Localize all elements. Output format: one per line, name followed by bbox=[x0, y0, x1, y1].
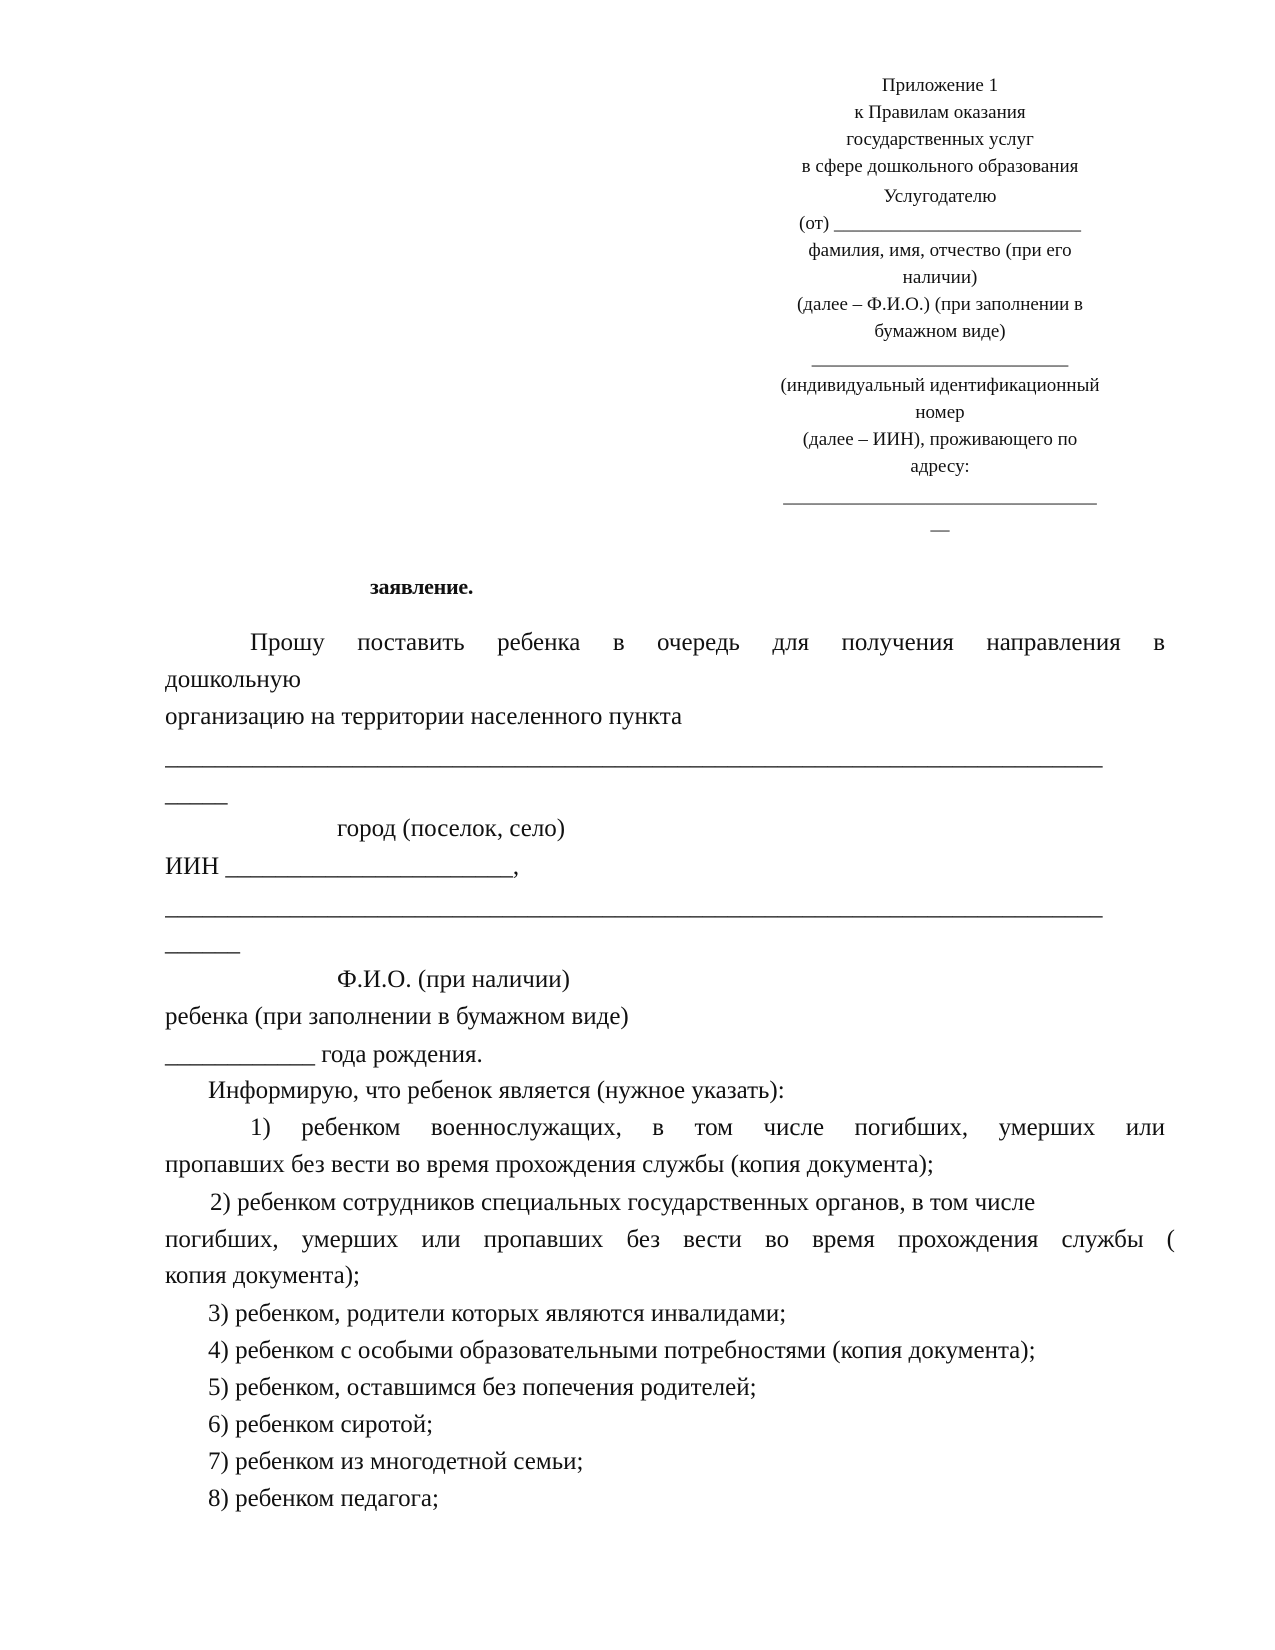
list-item-6: 6) ребенком сиротой; bbox=[208, 1411, 434, 1438]
header-line: фамилия, имя, отчество (при его bbox=[808, 240, 1072, 261]
header-line: номер bbox=[915, 402, 965, 423]
header-line: в сфере дошкольного образования bbox=[801, 156, 1079, 177]
list-item-3: 3) ребенком, родители которых являются инвалидами; bbox=[208, 1300, 787, 1327]
list-item-1-line-2: пропавших без вести во время прохождения службы (копия документа); bbox=[165, 1151, 934, 1178]
header-line: (далее – ИИН), проживающего по bbox=[802, 429, 1078, 450]
header-line: Приложение 1 bbox=[881, 75, 999, 96]
request-line-2: дошкольную bbox=[165, 666, 301, 693]
list-item-1-line-1: 1) ребенком военнослужащих, в том числе погибших, умерших или bbox=[250, 1114, 1165, 1141]
inform-line: Информирую, что ребенок является (нужное указать): bbox=[208, 1077, 785, 1104]
city-label: город (поселок, село) bbox=[337, 815, 566, 842]
header-line: государственных услуг bbox=[846, 129, 1034, 150]
iin-line: ИИН _______________________, bbox=[165, 853, 520, 880]
list-item-7: 7) ребенком из многодетной семьи; bbox=[208, 1448, 584, 1475]
document-title: заявление. bbox=[370, 574, 474, 599]
header-line: адресу: bbox=[910, 456, 970, 477]
header-line: (индивидуальный идентификационный bbox=[780, 375, 1100, 396]
header-line: (от) __________________________ bbox=[799, 213, 1081, 234]
child-name-blank-line-tail: ______ bbox=[165, 929, 240, 956]
list-item-4: 4) ребенком с особыми образовательными потребностями (копия документа); bbox=[208, 1337, 1036, 1364]
request-line-3: организацию на территории населенного пункта bbox=[165, 703, 683, 730]
header-line: наличии) bbox=[902, 267, 978, 288]
header-line: __ bbox=[930, 513, 950, 534]
list-item-8: 8) ребенком педагога; bbox=[208, 1485, 439, 1512]
birth-line: ____________ года рождения. bbox=[165, 1041, 483, 1068]
list-item-2-line-3: копия документа); bbox=[165, 1262, 360, 1289]
request-line-1: Прошу поставить ребенка в очередь для получения направления в bbox=[250, 629, 1165, 656]
header-line: к Правилам оказания bbox=[854, 102, 1026, 123]
child-name-blank-line: ___________________________________________________________________________ bbox=[165, 893, 1103, 920]
header-line: Услугодателю bbox=[883, 186, 997, 207]
settlement-blank-line-tail: _____ bbox=[165, 780, 228, 807]
header-line: _________________________________ bbox=[783, 486, 1097, 507]
header-block bbox=[760, 72, 1120, 537]
list-item-2-line-2: погибших, умерших или пропавших без вести во время прохождения службы ( bbox=[165, 1226, 1175, 1253]
child-label: ребенка (при заполнении в бумажном виде) bbox=[165, 1003, 629, 1030]
list-item-5: 5) ребенком, оставшимся без попечения родителей; bbox=[208, 1374, 757, 1401]
settlement-blank-line: ___________________________________________________________________________ bbox=[165, 743, 1103, 770]
header-line: бумажном виде) bbox=[874, 321, 1006, 342]
header-line: ___________________________ bbox=[811, 348, 1069, 369]
header-line: (далее – Ф.И.О.) (при заполнении в bbox=[796, 294, 1084, 315]
list-item-2-line-1: 2) ребенком сотрудников специальных государственных органов, в том числе bbox=[210, 1189, 1036, 1216]
fio-label: Ф.И.О. (при наличии) bbox=[337, 966, 570, 993]
